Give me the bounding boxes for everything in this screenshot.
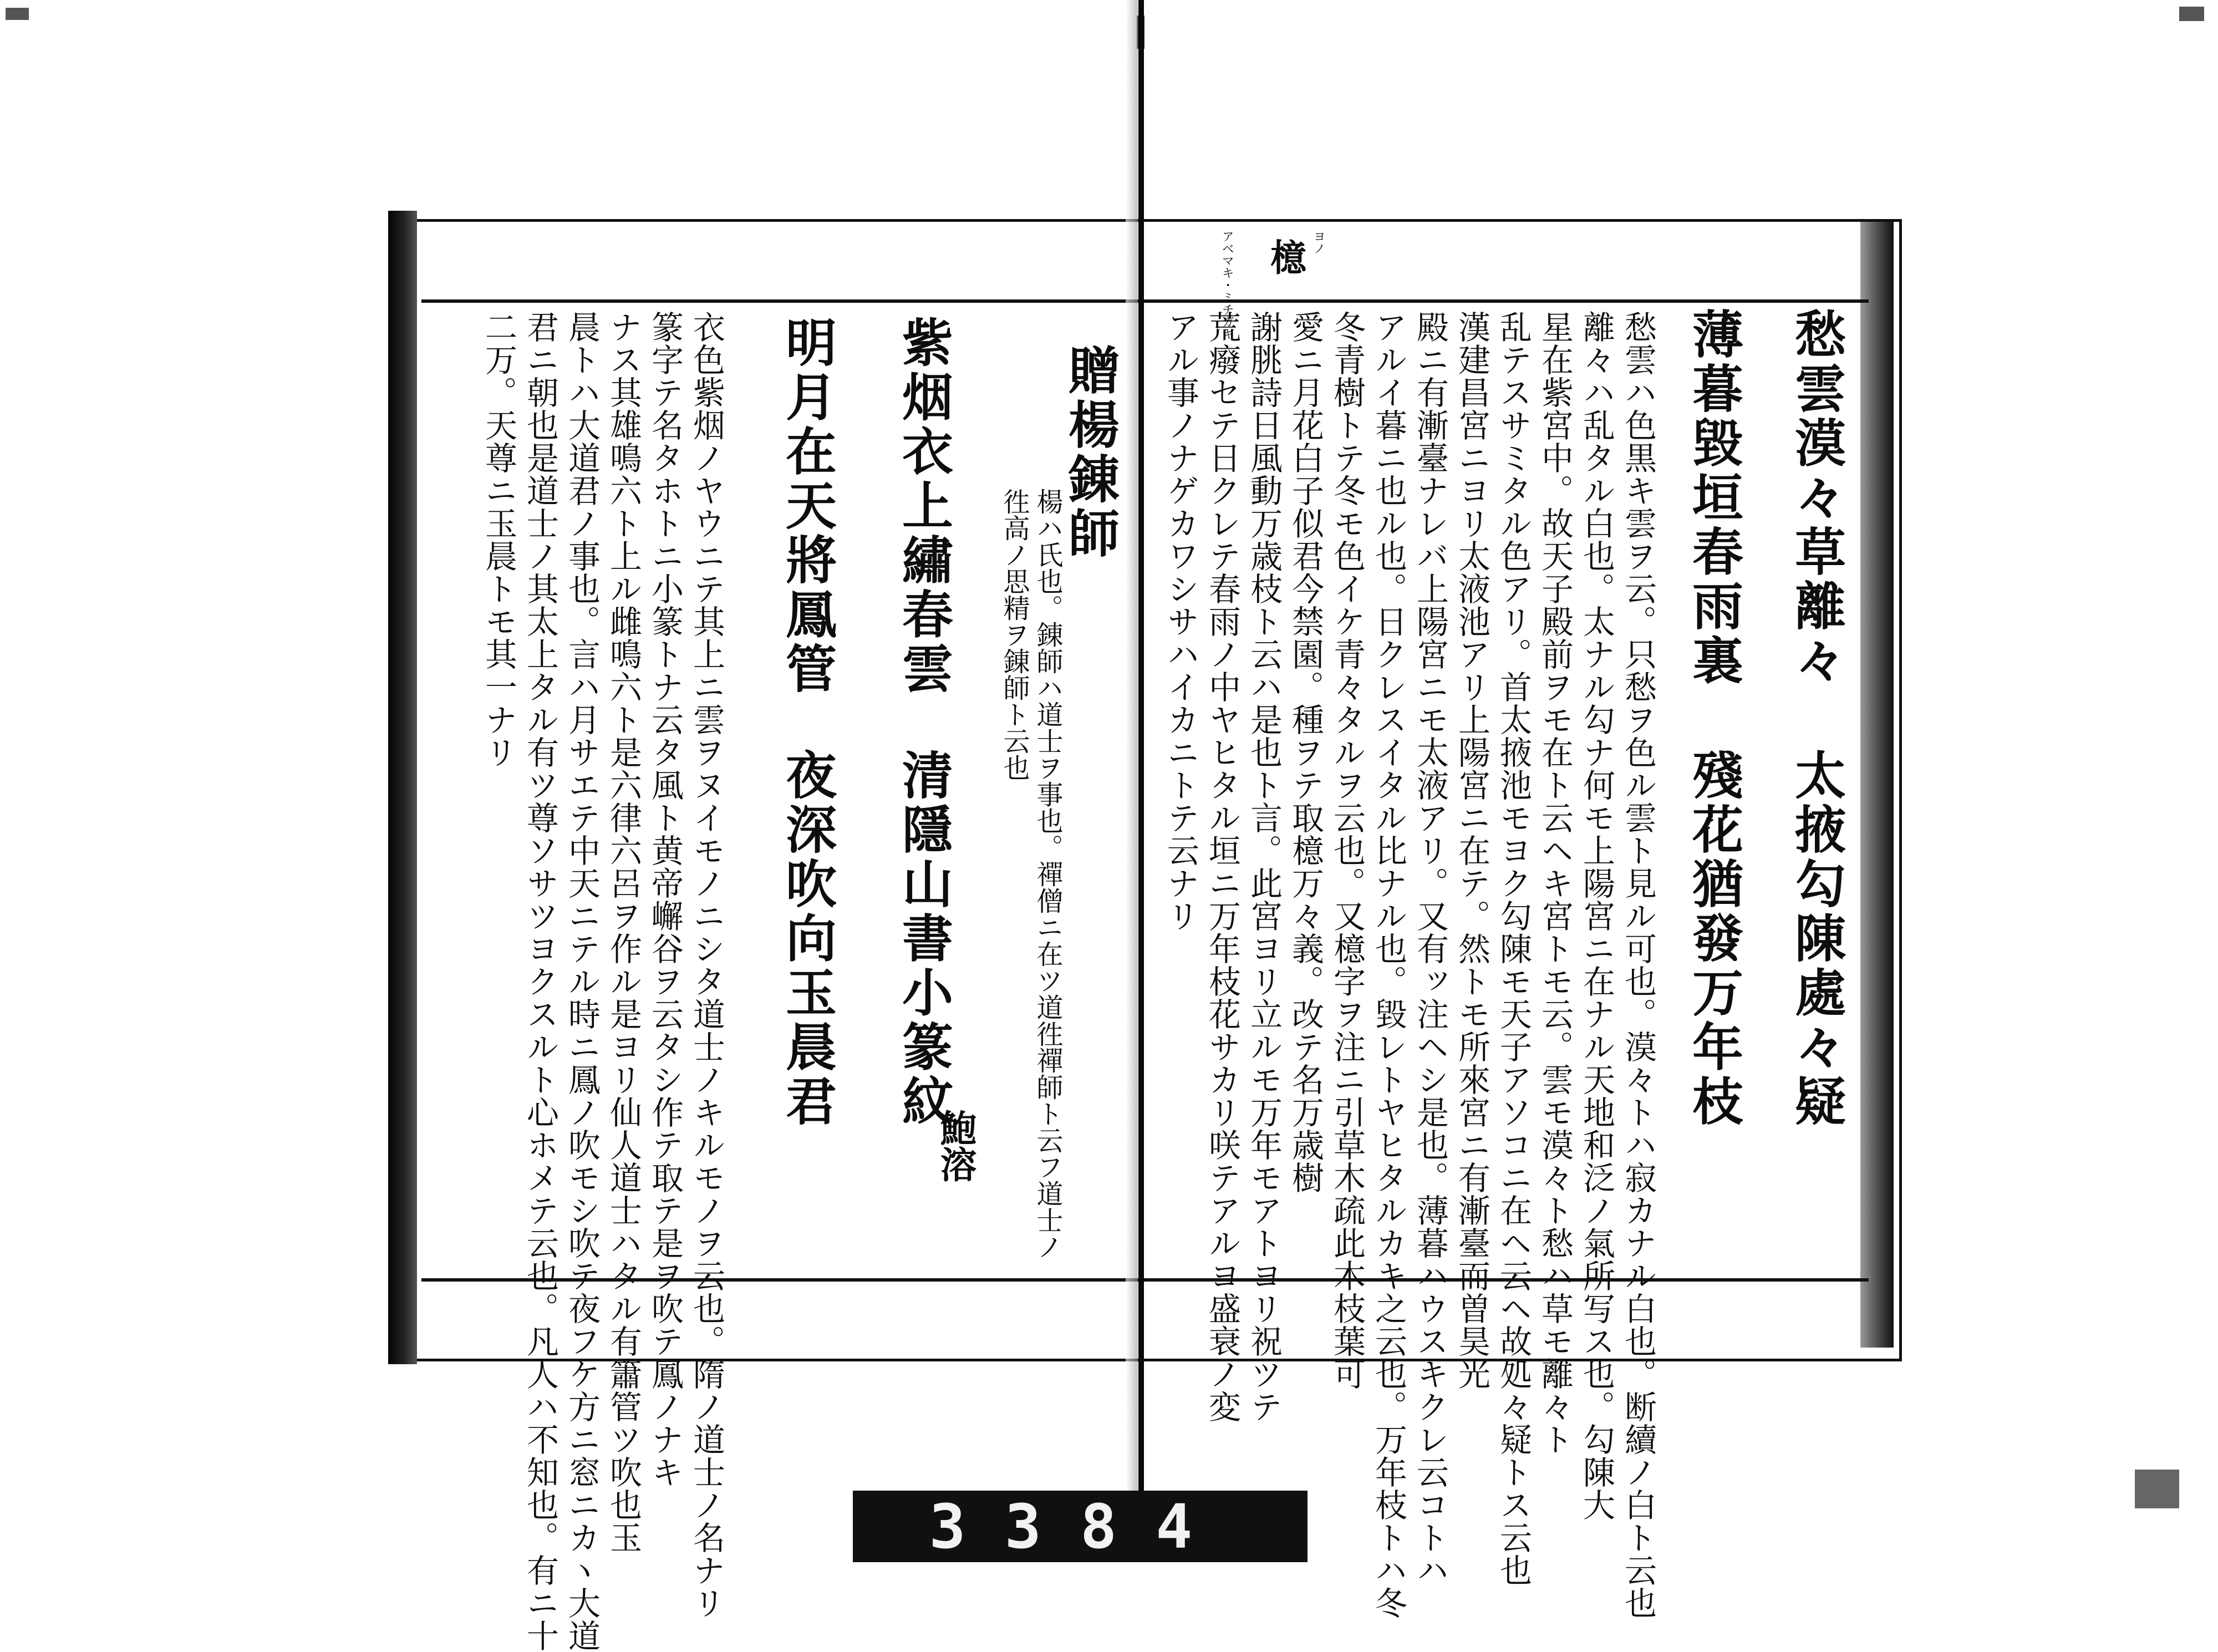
book-left-edge xyxy=(388,211,417,1364)
accession-number: 3384 xyxy=(929,1491,1232,1562)
commentary-line: 殿ニ有漸臺ナレバ上陽宮ニモ太液アリ。又有ッ注ヘシ是也。薄暮ハウスキクレ云コトハ xyxy=(1411,311,1449,1587)
margin-annotation-gloss: アベマキ・ミチガキ xyxy=(1220,230,1234,340)
poem-line: 殘花猶發万年枝 xyxy=(1684,749,1744,1129)
book-spine xyxy=(1138,0,1144,1562)
commentary-line: 離々ハ乱タル白也。太ナル勾ナ何モ上陽宮ニ在ナル天地和泛ノ氣所写ス也。勾陳大 xyxy=(1578,311,1615,1521)
commentary-line: 篆字テ名タホトニ小篆トナ云タ風ト黄帝嶰谷ヲ云タシ作テ取テ是ヲ吹テ鳳ノナキ xyxy=(646,311,684,1488)
commentary-line: 衣色紫烟ノヤウニテ其上ニ雲ヲヌイモノニシタ道士ノキルモノヲ云也。隋ノ道士ノ名ナリ xyxy=(688,311,725,1619)
poem-line: 愁雲漠々草離々 xyxy=(1787,308,1846,688)
commentary-line: アル事ノナゲカワシサハイカニトテ云ナリ xyxy=(1162,311,1199,932)
poem-title: 贈楊錬師 xyxy=(1060,344,1120,561)
poem-line: 太掖勾陳處々疑 xyxy=(1787,749,1846,1129)
scan-corner-mark-top-left xyxy=(6,8,29,20)
scan-corner-mark-bottom-right xyxy=(2135,1470,2179,1508)
commentary-line: 謝朓詩日風動万歳枝ト云ハ是也ト言。此宮ヨリ立ルモ万年モアトヨリ祝ツテ xyxy=(1245,311,1283,1423)
poem-line: 明月在天將鳳管 xyxy=(777,316,837,697)
margin-annotation-char: 檍 xyxy=(1264,238,1307,275)
commentary-line: 二万。天尊ニ玉晨トモ其一ナリ xyxy=(480,311,517,769)
poet-name: 鮑溶 xyxy=(934,1109,977,1182)
commentary-line: アルイ暮ニ也ル也。日クレスイタル比ナル也。毀レトヤヒタルカキ之云也。万年枝トハ冬 xyxy=(1370,311,1407,1619)
commentary-line: 冬青樹トテ冬モ色イケ青々タルヲ云也。又檍字ヲ注ニ引草木疏此木枝葉可 xyxy=(1328,311,1366,1390)
commentary-line: 漢建昌宮ニヨリ太液池アリ上陽宮ニ在テ。然トモ所來宮ニ有漸臺而曽昊光 xyxy=(1453,311,1490,1390)
book-right-edge xyxy=(1860,222,1894,1348)
poem-line: 紫烟衣上繡春雲 xyxy=(894,316,954,697)
commentary-line: ナス其雄鳴六ト上ル雌鳴六ト是六律六呂ヲ作ル是ヨリ仙人道士ハタル有簫管ツ吹也玉 xyxy=(604,311,642,1554)
commentary-line: 愁雲ハ色黒キ雲ヲ云。只愁ヲ色ル雲ト見ル可也。漠々トハ寂カナル白也。断續ノ白ト云也 xyxy=(1619,311,1657,1619)
poem-line: 夜深吹向玉晨君 xyxy=(777,749,837,1129)
commentary-line: 星在紫宮中。故天子殿前ヲモ在ト云ヘキ宮トモ云。雲モ漠々ト愁ハ草モ離々ト xyxy=(1536,311,1574,1456)
margin-annotation-reading: ヨノ xyxy=(1311,230,1326,255)
title-note-line: 楊ハ氏也。錬師ハ道士ヲ事也。禪僧ニ在ツ道徃禪師ト云フ道士ノ xyxy=(1032,488,1063,1260)
poem-line: 薄暮毀垣春雨裏 xyxy=(1684,308,1744,688)
commentary-line: 愛ニ月花白子似君今禁園。種ヲテ取檍万々義。改テ名万歳樹 xyxy=(1286,311,1324,1194)
commentary-line: 君ニ朝也是道士ノ其太上タル有ツ尊ソサツヨクスルト心ホメテ云也。凡人ハ不知也。有ニ十 xyxy=(521,311,559,1652)
commentary-line: 晨トハ大道君ノ事也。言ハ月サエテ中天ニテル時ニ鳳ノ吹モシ吹テ夜フケ方ニ窓ニカヽ大道 xyxy=(563,311,601,1652)
scan-corner-mark-top-right xyxy=(2179,7,2204,21)
poem-line: 清隱山書小篆紋 xyxy=(894,749,954,1129)
commentary-line: 荒癈セテ日クレテ春雨ノ中ヤヒタル垣ニ万年枝花サカリ咲テアルヨ盛衰ノ変 xyxy=(1203,311,1241,1423)
page-top-border xyxy=(421,299,1869,303)
title-note-line: 徃高ノ思精ヲ錬師ト云也 xyxy=(999,488,1030,781)
spine-shadow xyxy=(1126,0,1138,1562)
commentary-line: 乱テスサミタル色アリ。首太掖池モヨク勾陳モ天子アソコニ在ヘ云ヘ故処々疑トス云也 xyxy=(1494,311,1532,1587)
